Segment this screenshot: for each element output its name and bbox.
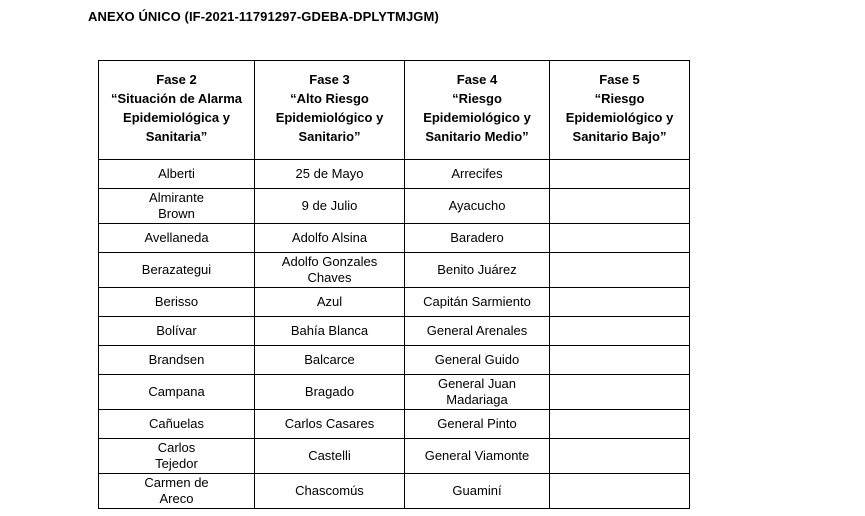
cell-text: Carlos xyxy=(157,440,196,455)
header-fase-2 xyxy=(99,61,255,160)
table-cell-empty xyxy=(550,375,690,410)
header-fase-3 xyxy=(255,61,405,160)
header-phase-label: Fase 3 xyxy=(309,72,350,87)
table-cell xyxy=(255,375,405,410)
cell-text: Castelli xyxy=(308,448,351,463)
cell-text: Almirante xyxy=(149,190,204,205)
table-cell-empty xyxy=(550,346,690,375)
cell-text: Avellaneda xyxy=(144,230,209,245)
table-cell xyxy=(405,189,550,224)
table-cell xyxy=(255,189,405,224)
table-row xyxy=(99,474,690,509)
cell-text: Balcarce xyxy=(304,352,355,367)
table-cell xyxy=(405,410,550,439)
cell-text: Bolívar xyxy=(156,323,197,338)
table-cell-empty xyxy=(550,189,690,224)
cell-text: Adolfo Gonzales xyxy=(281,254,378,269)
header-phase-desc: “Riesgo xyxy=(594,91,645,106)
header-fase-4 xyxy=(405,61,550,160)
cell-text: General Juan xyxy=(437,376,517,391)
header-phase-desc: “Situación de Alarma xyxy=(111,91,242,106)
header-phase-desc: Epidemiológica y xyxy=(123,110,230,125)
table-cell-empty xyxy=(550,288,690,317)
phases-table xyxy=(98,60,690,509)
table-cell-empty xyxy=(550,474,690,509)
table-cell xyxy=(255,439,405,474)
cell-text: 25 de Mayo xyxy=(295,166,364,181)
table-cell xyxy=(99,346,255,375)
table-row xyxy=(99,224,690,253)
cell-text: 9 de Julio xyxy=(301,198,358,213)
cell-text: Capitán Sarmiento xyxy=(423,294,531,309)
table-row xyxy=(99,253,690,288)
table-cell xyxy=(405,346,550,375)
table-cell xyxy=(99,253,255,288)
cell-text: Berazategui xyxy=(141,262,212,277)
table-row xyxy=(99,439,690,474)
cell-text: Madariaga xyxy=(446,392,508,407)
cell-text: Chascomús xyxy=(295,483,364,498)
table-cell-empty xyxy=(550,410,690,439)
table-cell xyxy=(255,474,405,509)
table-cell-empty xyxy=(550,224,690,253)
cell-text: Cañuelas xyxy=(149,416,204,431)
table-cell xyxy=(405,439,550,474)
table-cell xyxy=(99,317,255,346)
table-cell xyxy=(99,224,255,253)
table-cell xyxy=(255,288,405,317)
table-cell xyxy=(99,474,255,509)
table-cell xyxy=(99,439,255,474)
cell-text: Arrecifes xyxy=(451,166,503,181)
cell-text: Bahía Blanca xyxy=(290,323,369,338)
table-cell xyxy=(255,346,405,375)
table-cell xyxy=(405,160,550,189)
header-phase-label: Fase 5 xyxy=(599,72,640,87)
table-row xyxy=(99,317,690,346)
header-phase-desc: Sanitario Medio” xyxy=(425,129,529,144)
table-cell xyxy=(405,253,550,288)
table-cell-empty xyxy=(550,317,690,346)
header-phase-desc: Sanitario Bajo” xyxy=(572,129,667,144)
table-cell xyxy=(99,410,255,439)
cell-text: Ayacucho xyxy=(448,198,506,213)
table-cell xyxy=(255,317,405,346)
header-phase-desc: Epidemiológico y xyxy=(275,110,384,125)
cell-text: Carlos Casares xyxy=(284,416,375,431)
header-phase-label: Fase 2 xyxy=(156,72,197,87)
table-cell xyxy=(99,160,255,189)
cell-text: Berisso xyxy=(154,294,199,309)
cell-text: Chaves xyxy=(307,270,352,285)
table-row xyxy=(99,189,690,224)
header-phase-label: Fase 4 xyxy=(456,72,498,87)
table-cell xyxy=(255,410,405,439)
cell-text: Bragado xyxy=(304,384,355,399)
table-cell xyxy=(405,317,550,346)
table-cell xyxy=(99,288,255,317)
header-phase-desc: “Riesgo xyxy=(452,91,502,106)
table-cell xyxy=(99,189,255,224)
table-cell xyxy=(255,160,405,189)
table-row xyxy=(99,160,690,189)
cell-text: Azul xyxy=(316,294,343,309)
cell-text: Brown xyxy=(158,206,195,221)
cell-text: Adolfo Alsina xyxy=(291,230,368,245)
header-phase-desc: Epidemiológico y xyxy=(565,110,674,125)
table-cell xyxy=(255,253,405,288)
table-row xyxy=(99,375,690,410)
table-row xyxy=(99,346,690,375)
table-cell xyxy=(405,375,550,410)
header-phase-desc: Sanitaria” xyxy=(145,129,208,144)
table-cell-empty xyxy=(550,160,690,189)
cell-text: Carmen de xyxy=(144,475,209,490)
cell-text: General Guido xyxy=(434,352,520,367)
table-cell xyxy=(405,224,550,253)
cell-text: General Arenales xyxy=(426,323,528,338)
table-cell-empty xyxy=(550,253,690,288)
cell-text: Brandsen xyxy=(148,352,205,367)
cell-text: Tejedor xyxy=(155,456,198,471)
table-cell-empty xyxy=(550,439,690,474)
cell-text: General Viamonte xyxy=(424,448,530,463)
table-header-row xyxy=(99,61,690,160)
table-cell xyxy=(405,474,550,509)
table-cell xyxy=(405,288,550,317)
header-fase-5 xyxy=(550,61,690,160)
cell-text: Alberti xyxy=(158,166,195,181)
header-phase-desc: Sanitario” xyxy=(298,129,361,144)
cell-text: Baradero xyxy=(450,230,504,245)
header-phase-desc: “Alto Riesgo xyxy=(290,91,369,106)
cell-text: Areco xyxy=(159,491,194,506)
cell-text: Benito Juárez xyxy=(437,262,517,277)
table-cell xyxy=(99,375,255,410)
table-cell xyxy=(255,224,405,253)
header-phase-desc: Epidemiológico y xyxy=(423,110,531,125)
cell-text: Guaminí xyxy=(452,483,502,498)
document-title: ANEXO ÚNICO (IF-2021-11791297-GDEBA-DPLYTMJGM) xyxy=(88,9,439,24)
cell-text: General Pinto xyxy=(437,416,517,431)
table-row xyxy=(99,288,690,317)
cell-text: Campana xyxy=(148,384,205,399)
table-row xyxy=(99,410,690,439)
